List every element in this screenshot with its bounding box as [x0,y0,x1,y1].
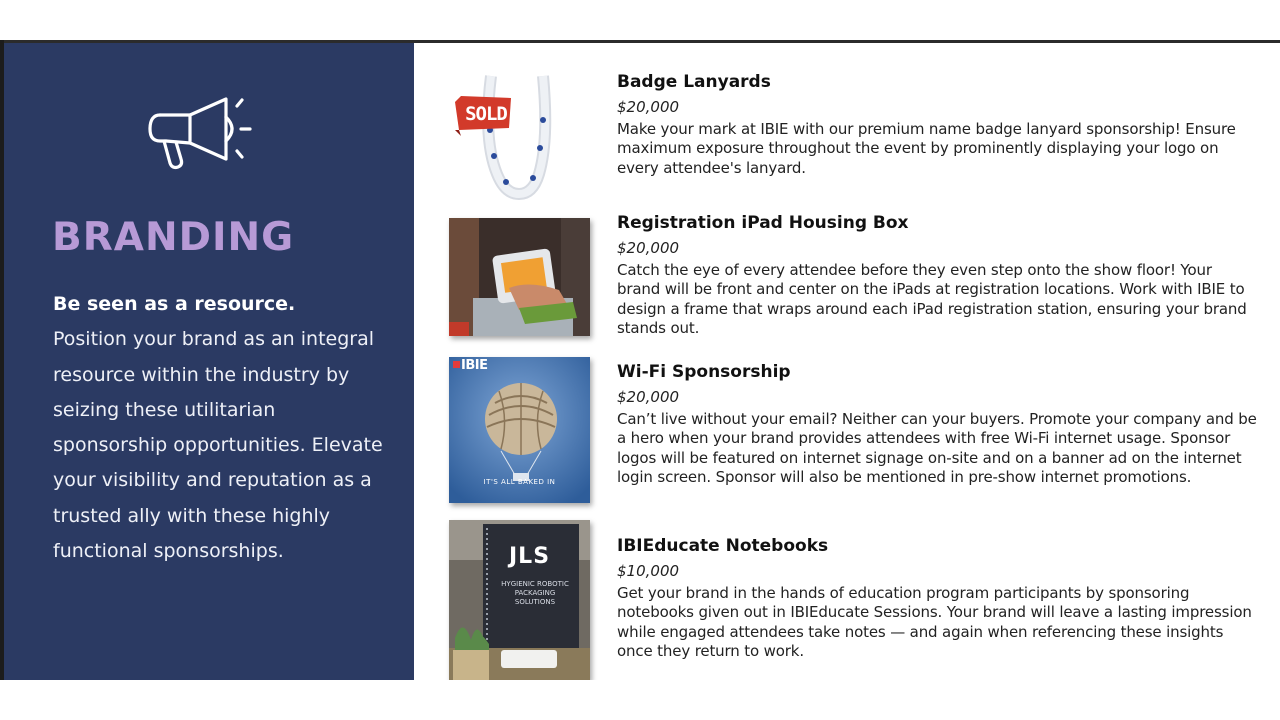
lanyard-image [449,70,590,200]
section-title: BRANDING [52,215,295,260]
item-price: $20,000 [617,388,680,406]
jls-tagline: HYGIENIC ROBOTIC PACKAGING SOLUTIONS [501,580,569,606]
item-price: $20,000 [617,239,680,257]
item-title: Wi-Fi Sponsorship [617,362,791,382]
megaphone-icon [146,93,258,173]
item-description: Get your brand in the hands of education program participants by sponsoring notebooks given out in IBIEducate Sessions. Your brand will leave a lasting impression while engaged attendees take notes — and again when referencing these insights once they return to work. [617,584,1252,660]
item-price: $20,000 [617,98,680,116]
item-title: IBIEducate Notebooks [617,536,829,556]
item-price: $10,000 [617,562,680,580]
section-tagline: Be seen as a resource. [53,293,296,315]
ibie-logo: IBIE [461,358,488,373]
notebook-image [449,520,590,680]
jls-logo: JLS [509,544,551,569]
item-description: Can’t live without your email? Neither can your buyers. Promote your company and be a hero when your brand provides attendees with free Wi-Fi internet usage. Sponsor logos will be featured on internet signage on-site and on a banner ad on the internet login screen. Sponsor will also be mentioned in pre-show internet promotions. [617,410,1257,486]
item-title: Badge Lanyards [617,72,771,92]
ipad-kiosk-image [449,218,590,336]
section-description [53,287,393,569]
item-description: Catch the eye of every attendee before they even step onto the show floor! Your brand will be front and center on the iPads at registration locations. Work with IBIE to design a frame that wraps around each iPad registration station, ensuring your brand stands out. [617,261,1247,337]
section-body-text: Position your brand as an integral resource within the industry by seizing these utilitarian sponsorship opportunities. Elevate your visibility and reputation as a trusted ally with these highly functional sponsorships. [53,328,383,563]
bottom-margin [0,680,1280,720]
item-title: Registration iPad Housing Box [617,213,909,233]
wifi-poster-image [449,357,590,503]
branding-sidebar [4,43,414,680]
poster-caption: IT'S ALL BAKED IN [483,478,556,486]
sold-badge: SOLD [465,103,507,125]
item-description: Make your mark at IBIE with our premium name badge lanyard sponsorship! Ensure maximum exposure throughout the event by prominently displaying your logo on every attendee's lanyard. [617,120,1236,177]
